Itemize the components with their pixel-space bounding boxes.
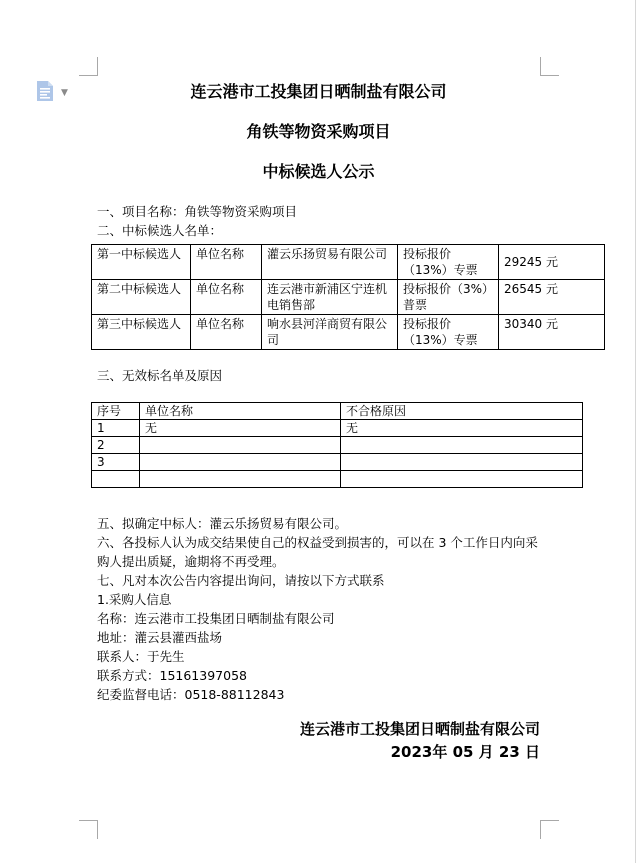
unit-label-cell: 单位名称 (191, 315, 262, 350)
seq-cell: 1 (92, 420, 140, 437)
margin-crop-mark-top-right (540, 57, 559, 76)
header-seq: 序号 (92, 403, 140, 420)
unit-cell: 无 (140, 420, 341, 437)
purchaser-contact-phone: 联系方式：15161397058 (97, 668, 247, 683)
title-company: 连云港市工投集团日晒制盐有限公司 (190, 82, 447, 101)
section-item-project-name: 一、项目名称：角铁等物资采购项目 (97, 204, 298, 219)
invalid-table-row (92, 437, 583, 454)
candidates-table (91, 244, 605, 350)
quote-price-cell: 26545 元 (499, 280, 605, 315)
reason-cell (341, 471, 583, 488)
signature-company: 连云港市工投集团日晒制盐有限公司 (299, 720, 540, 738)
reason-cell: 无 (341, 420, 583, 437)
unit-label-cell: 单位名称 (191, 280, 262, 315)
margin-crop-mark-bottom-right (540, 820, 559, 839)
document-body (97, 76, 558, 764)
quote-type-cell: 投标报价（13%）专票 (398, 245, 499, 280)
candidate-row (92, 280, 605, 315)
invalid-table-header-row (92, 403, 583, 420)
title-project: 角铁等物资采购项目 (246, 122, 391, 141)
purchaser-address: 地址：灌云县灌西盐场 (97, 630, 223, 645)
header-reason: 不合格原因 (341, 403, 583, 420)
dropdown-arrow-icon[interactable]: ▼ (61, 87, 68, 98)
paragraph-winner: 五、拟确定中标人：灌云乐扬贸易有限公司。 (97, 516, 348, 531)
quote-price-cell: 30340 元 (499, 315, 605, 350)
invalid-table-row (92, 471, 583, 488)
invalid-table-row (92, 420, 583, 437)
seq-cell: 3 (92, 454, 140, 471)
candidate-row (92, 245, 605, 280)
page-right-edge (635, 0, 636, 863)
margin-crop-mark-bottom-left (79, 820, 98, 839)
paragraph-inquiry: 七、凡对本次公告内容提出询问，请按以下方式联系 (97, 573, 385, 588)
paragraph-objection: 六、各投标人认为成交结果使自己的权益受到损害的，可以在 3 个工作日内向采购人提出质疑，逾期将不再受理。 (97, 535, 538, 569)
company-name-cell: 响水县河洋商贸有限公司 (262, 315, 398, 350)
signature-block (97, 718, 540, 764)
header-unit: 单位名称 (140, 403, 341, 420)
seq-cell: 2 (92, 437, 140, 454)
quote-price-cell: 29245 元 (499, 245, 605, 280)
seq-cell (92, 471, 140, 488)
unit-cell (140, 437, 341, 454)
quote-type-cell: 投标报价（13%）专票 (398, 315, 499, 350)
candidate-rank-cell: 第三中标候选人 (92, 315, 191, 350)
purchaser-name: 名称：连云港市工投集团日晒制盐有限公司 (97, 611, 335, 626)
purchaser-info-header: 1.采购人信息 (97, 592, 172, 607)
unit-cell (140, 471, 341, 488)
invalid-table-row (92, 454, 583, 471)
unit-label-cell: 单位名称 (191, 245, 262, 280)
unit-cell (140, 454, 341, 471)
quote-type-cell: 投标报价（3%）普票 (398, 280, 499, 315)
paste-options-button[interactable] (36, 80, 82, 106)
title-announcement: 中标候选人公示 (262, 162, 375, 181)
reason-cell (341, 437, 583, 454)
reason-cell (341, 454, 583, 471)
candidate-row (92, 315, 605, 350)
invalid-bids-table (91, 402, 583, 488)
company-name-cell: 连云港市新浦区宁连机电销售部 (262, 280, 398, 315)
candidate-rank-cell: 第二中标候选人 (92, 280, 191, 315)
margin-crop-mark-top-left (79, 57, 98, 76)
purchaser-contact-person: 联系人：于先生 (97, 649, 185, 664)
company-name-cell: 灌云乐扬贸易有限公司 (262, 245, 398, 280)
section-item-invalid-bids: 三、无效标名单及原因 (97, 368, 223, 383)
section-item-candidate-list: 二、中标候选人名单： (97, 223, 223, 238)
paste-document-icon (36, 80, 54, 106)
purchaser-supervision-phone: 纪委监督电话：0518-88112843 (97, 687, 285, 702)
signature-date: 2023年 05 月 23 日 (390, 743, 540, 761)
candidate-rank-cell: 第一中标候选人 (92, 245, 191, 280)
